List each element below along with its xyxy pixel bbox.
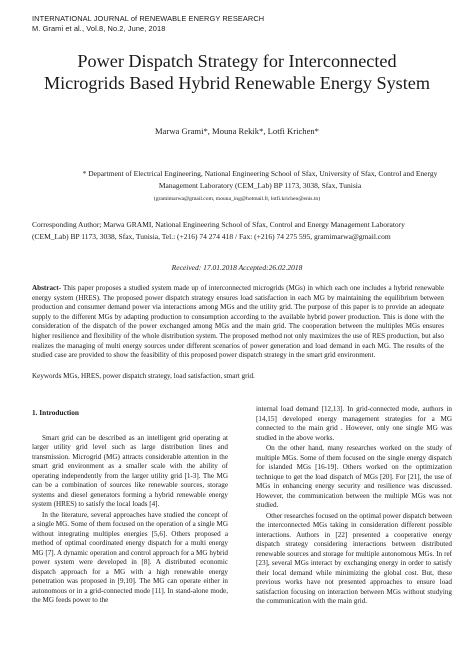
correspondence-line: Corresponding Author; Marwa GRAMI, National Engineering School of Sfax, Control and Energy Management Laboratory <box>32 220 405 229</box>
paragraph: On the other hand, many researches worked on the study of multiple MGs. Some of them focused on the single energy dispatch for islanded MGs [16-19]. Others worked on the optimization technique to get the load dispatch of MGs [20]. For [21], the use of MGs in enhancing energy security and resilience was discussed. However, the communication between the multiple MGs was not studied. <box>256 444 452 509</box>
affiliation <box>70 168 450 191</box>
author-emails: (gramimarwa@gmail.com, mouna_ing@hotmail.fr, lotfi.krichen@enis.tn) <box>153 196 321 202</box>
abstract-text: This paper proposes a studied system made up of interconnected microgrids (MGs) in which each one includes a hybrid renewable energy system (HRES). The proposed power dispatch strategy ensures load satisfaction in each MG by maintaining the equilibrium between production and consumer demand power via interactions among MGs and the utility grid. The purpose of this paper is to provide an adequate supply to the different MGs by adapting production to consumption according to the available hybrid power production. This is done with the consideration of the dispatch of the power exchanged among MGs and the main grid. The cooperation between the multiples MGs ensures higher resilience and flexibility of the whole distribution system. The proposed method not only maximizes the use of RES production, but also realizes the managing of multi energy sources under different scenarios of power generation and load demand in each MG. The results of the studied case are provided to show the feasibility of this proposed power dispatch strategy in the smart grid environment. <box>32 284 444 360</box>
journal-name: INTERNATIONAL JOURNAL of RENEWABLE ENERGY RESEARCH <box>32 14 265 23</box>
received-accepted-dates: Received: 17.01.2018 Accepted:26.02.2018 <box>171 263 303 272</box>
paragraph: internal load demand [12,13]. In grid-connected mode, authors in [14,15] developed energy management strategies for a MG connected to the main grid . However, only one single MG was studied in the above works. <box>256 405 452 442</box>
title-line: Microgrids Based Hybrid Renewable Energy System <box>43 73 431 93</box>
title-line: Power Dispatch Strategy for Interconnected <box>77 51 397 71</box>
section-heading: 1. Introduction <box>32 408 79 417</box>
corresponding-author <box>32 219 444 243</box>
affiliation-line: Management Laboratory (CEM_Lab) BP 1173, 3038, Sfax, Tunisia <box>158 180 362 190</box>
journal-header <box>32 14 442 34</box>
paragraph: Other researches focused on the optimal power dispatch between the interconnected MGs taking in consideration different possible interactions. Authors in [22] presented a cooperative energy dispatch strategy considering interactions between distributed renewable sources and storage for multiple autonomous MGs. In ref [23], several MGs interact by exchanging energy in order to satisfy their local demand while minimizing the global cost. But, these previous works have not presented approaches to ensure load satisfaction focusing on interaction between MGs without studying the communication with the main grid. <box>256 511 452 605</box>
left-column <box>32 408 228 607</box>
abstract <box>32 284 444 361</box>
abstract-label: Abstract- <box>32 284 61 292</box>
citation-line: M. Grami et al., Vol.8, No.2, June, 2018 <box>32 24 166 33</box>
right-column <box>256 405 452 608</box>
paragraph: In the literature, several approaches have studied the concept of a single MG. Some of them focused on the operation of a single MG without integrating multiples energies [5,6]. Others proposed a method of optimal coordinated energy dispatch for a multi energy MG [7]. A dynamic operation and control approach for a MG hybrid power system were developed in [8]. A distributed economic dispatch approach for a MG with a high renewable energy penetration was proposed in [9,10]. The MG can operate either in autonomous or in a grid-connected mode [11]. In stand-alone mode, the MG feeds power to the <box>32 510 228 604</box>
author-list: Marwa Grami*, Mouna Rekik*, Lotfi Krichen* <box>155 126 319 136</box>
paper-title <box>20 50 454 94</box>
correspondence-line: (CEM_Lab) BP 1173, 3038, Sfax, Tunisia, Tel.: (+216) 74 274 418 / Fax: (+216) 74 275 595, gramimarwa@gmail.com <box>32 231 391 241</box>
affiliation-line: * Department of Electrical Engineering, National Engineering School of Sfax, University of Sfax, Control and Energy <box>82 169 438 178</box>
paragraph: Smart grid can be described as an intelligent grid operating at larger utility grid level such as large distribution lines and transmission. Microgrid (MG) attracts considerable attention in the smart grid environment as a smaller scale with the ability of operating independently from the larger utility grid [1-3]. The MG can be a combination of sources like renewable sources, storage systems and diesel generators forming a hybrid renewable energy system (HRES) to satisfy the local loads [4]. <box>32 433 228 508</box>
keywords: Keywords MGs, HRES, power dispatch strategy, load satisfaction, smart grid. <box>32 372 255 380</box>
